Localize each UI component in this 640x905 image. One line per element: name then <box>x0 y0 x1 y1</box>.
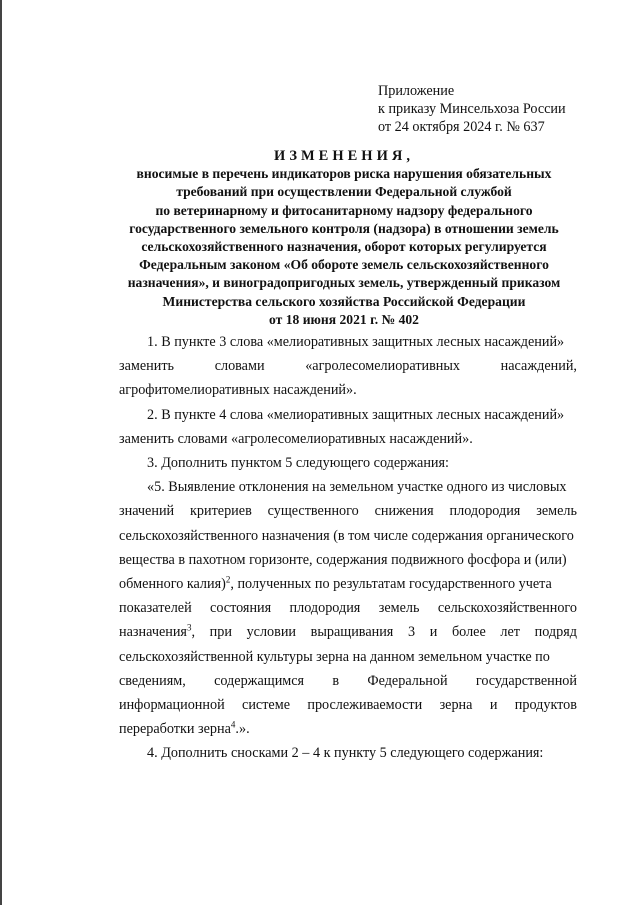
word: лет <box>500 624 520 641</box>
title-line: назначения», и виноградопригодных земель, утвержденный приказом <box>127 275 561 291</box>
word: существенного <box>267 503 359 520</box>
word: 3 <box>407 624 416 641</box>
text-run: обменного калия) <box>119 576 226 593</box>
word: прослеживаемости <box>307 697 423 714</box>
word: земель <box>536 503 577 520</box>
title-line: по ветеринарному и фитосанитарному надзору федерального <box>155 202 533 218</box>
paragraph-1-line-1: 1. В пункте 3 слова «мелиоративных защитных лесных насаждений» <box>147 334 565 350</box>
word: состояния <box>210 600 272 617</box>
appendix-order-date: от 24 октября 2024 г. № 637 <box>378 119 545 135</box>
word: и <box>429 624 438 641</box>
appendix-order-ref: к приказу Минсельхоза России <box>378 101 566 117</box>
word: при <box>209 624 232 641</box>
paragraph-4-line-10 <box>119 693 577 717</box>
paragraph-4-line-9 <box>119 669 577 693</box>
footnote-ref-2: 2 <box>225 574 231 585</box>
word: словами <box>214 358 265 375</box>
word: показателей <box>119 600 192 617</box>
paragraph-1-line-3: агрофитомелиоративных насаждений». <box>119 382 357 399</box>
word: сельскохозяйственного <box>437 600 577 617</box>
paragraph-4 <box>119 475 577 741</box>
word: содержащимся <box>214 672 305 689</box>
title-line: вносимые в перечень индикаторов риска нарушения обязательных <box>136 166 552 182</box>
word: критериев <box>190 503 252 520</box>
word: зерна <box>439 697 473 714</box>
title-line: сельскохозяйственного назначения, оборот которых регулируется <box>141 239 547 255</box>
appendix-label: Приложение <box>378 83 455 99</box>
word: земель <box>378 600 420 617</box>
word: Федеральной <box>367 672 448 689</box>
word: плодородия <box>449 503 521 520</box>
footnote-ref-3: 3 <box>186 622 192 633</box>
paragraph-5-line-1: 4. Дополнить сносками 2 – 4 к пункту 5 следующего содержания: <box>147 745 544 762</box>
word: значений <box>119 503 175 520</box>
title-line: государственного земельного контроля (надзора) в отношении земель <box>129 220 559 236</box>
paragraph-4-line-3: сельскохозяйственного назначения (в том числе содержания органического <box>119 527 574 544</box>
word: государственной <box>475 672 577 689</box>
text-run: .». <box>235 721 250 738</box>
title-line: Министерства сельского хозяйства Российской Федерации <box>162 293 526 309</box>
word: системе <box>242 697 291 714</box>
word-with-footnote: назначения$^3$, <box>119 622 196 641</box>
text-run: назначения <box>119 624 187 641</box>
paragraph-4-line-7 <box>119 620 577 644</box>
paragraph-4-line-4: вещества в пахотном горизонте, содержания подвижного фосфора и (или) <box>119 551 567 568</box>
paragraph-1-line-2 <box>119 354 577 378</box>
word: подряд <box>534 624 577 641</box>
word: в <box>332 672 340 689</box>
document-body <box>119 330 577 766</box>
text-run: переработки зерна <box>119 721 231 738</box>
paragraph-3-line-1: 3. Дополнить пунктом 5 следующего содержания: <box>147 455 449 472</box>
title-line: требований при осуществлении Федеральной службой <box>176 184 512 200</box>
word: продуктов <box>514 697 577 714</box>
word: насаждений, <box>500 358 577 375</box>
paragraph-4-line-8: сельскохозяйственной культуры зерна на данном земельном участке по <box>119 648 550 665</box>
paragraph-4-line-1: «5. Выявление отклонения на земельном участке одного из числовых <box>147 479 567 496</box>
paragraph-2 <box>119 403 577 451</box>
word: условии <box>246 624 297 641</box>
word: информационной <box>119 697 225 714</box>
word: и <box>489 697 498 714</box>
paragraph-3 <box>119 451 577 475</box>
document-title <box>102 147 586 329</box>
paragraph-4-line-6 <box>119 596 577 620</box>
word: сведениям, <box>119 672 186 689</box>
paragraph-4-line-11 <box>119 717 577 741</box>
footnote-ref-4: 4 <box>230 719 236 730</box>
text-run: , полученных по результатам государственного учета <box>230 576 552 593</box>
paragraph-1 <box>119 330 577 403</box>
title-line: от 18 июня 2021 г. № 402 <box>269 311 419 327</box>
paragraph-2-line-2: заменить словами «агролесомелиоративных насаждений». <box>119 430 473 447</box>
word: более <box>451 624 486 641</box>
title-heading: ИЗМЕНЕНИЯ, <box>274 148 414 164</box>
word: выращивания <box>310 624 394 641</box>
paragraph-2-line-1: 2. В пункте 4 слова «мелиоративных защитных лесных насаждений» <box>147 406 565 423</box>
word: плодородия <box>289 600 361 617</box>
paragraph-4-line-5 <box>119 572 577 596</box>
title-line: Федеральным законом «Об обороте земель сельскохозяйственного <box>139 257 549 273</box>
paragraph-4-line-2 <box>119 499 577 523</box>
word: «агролесомелиоративных <box>305 358 461 375</box>
word: снижения <box>374 503 434 520</box>
paragraph-5 <box>119 741 577 765</box>
appendix-block <box>378 82 566 136</box>
word: заменить <box>119 358 175 375</box>
